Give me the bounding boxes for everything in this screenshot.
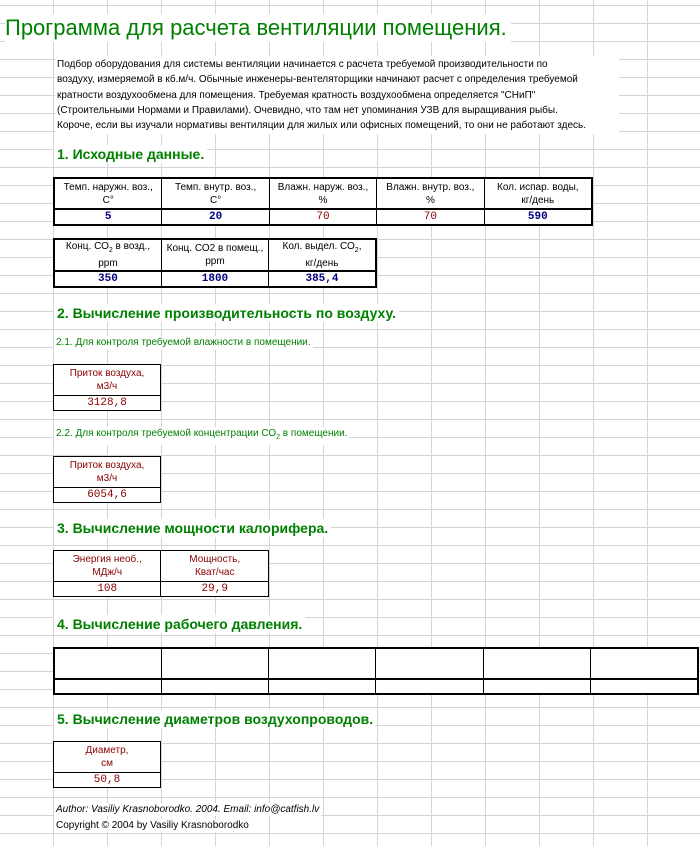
input-data-table-2 — [53, 238, 377, 288]
value-diameter[interactable]: 50,8 — [54, 773, 161, 788]
header-airflow-co2: Приток воздуха, м3/ч — [54, 457, 161, 488]
pressure-cell[interactable] — [162, 679, 269, 694]
value-co2-air[interactable]: 350 — [54, 271, 161, 287]
pressure-cell[interactable] — [269, 648, 376, 679]
pressure-cell[interactable] — [54, 679, 162, 694]
header-outdoor-humidity: Влажн. наруж. воз., % — [269, 178, 376, 209]
section-heading-pressure: 4. Вычисление рабочего давления. — [54, 615, 305, 633]
intro-line: кратности воздухообмена для помещения. Требуемая кратность воздухообмена определяется "СНиП" — [57, 89, 536, 101]
airflow-co2-table — [53, 456, 161, 503]
value-outdoor-humidity[interactable]: 70 — [269, 209, 376, 225]
value-co2-emission[interactable]: 385,4 — [268, 271, 376, 287]
pressure-cell[interactable] — [483, 648, 590, 679]
pressure-cell[interactable] — [54, 648, 162, 679]
pressure-table — [53, 647, 699, 695]
pressure-cell[interactable] — [483, 679, 590, 694]
copyright-line: Copyright © 2004 by Vasiliy Krasnoborodko — [56, 820, 249, 831]
subsection-humidity-control: 2.1. Для контроля требуемой влажности в помещении. — [56, 337, 311, 348]
header-co2-room: Конц. СО2 в помещ., ppm — [161, 239, 268, 271]
pressure-cell[interactable] — [590, 648, 698, 679]
section-heading-input-data: 1. Исходные данные. — [54, 145, 207, 163]
value-energy[interactable]: 108 — [54, 582, 161, 597]
value-water-evaporation[interactable]: 590 — [484, 209, 592, 225]
header-power: Мощность, Кват/час — [161, 551, 269, 582]
section-heading-heater: 3. Вычисление мощности калорифера. — [54, 519, 331, 537]
pressure-cell[interactable] — [162, 648, 269, 679]
header-indoor-humidity: Влажн. внутр. воз., % — [377, 178, 484, 209]
pressure-cell[interactable] — [376, 648, 483, 679]
header-co2-air: Конц. $СО_2$ в возд., ppm — [54, 239, 161, 271]
value-power[interactable]: 29,9 — [161, 582, 269, 597]
intro-line: (Строительными Нормами и Правилами). Очевидно, что там нет упоминания УЗВ для выращивания рыбы. — [57, 104, 558, 116]
section-heading-diameter: 5. Вычисление диаметров воздухопроводов. — [54, 710, 376, 728]
value-indoor-temp[interactable]: 20 — [162, 209, 269, 225]
header-outdoor-temp: Темп. наружн. воз., С° — [54, 178, 162, 209]
pressure-cell[interactable] — [590, 679, 698, 694]
header-airflow-humidity: Приток воздуха, м3/ч — [54, 365, 161, 396]
author-line: Author: Vasiliy Krasnoborodko. 2004. Email: info@catfish.lv — [56, 804, 320, 815]
header-indoor-temp: Темп. внутр. воз., С° — [162, 178, 269, 209]
header-diameter: Диаметр, см — [54, 742, 161, 773]
subsection-co2-control: 2.2. Для контроля требуемой концентрации $СО_2$ в помещении. — [54, 427, 349, 445]
intro-line: воздуху, измеряемой в кб.м/ч. Обычные инженеры-вентеляторщики начинают расчет с определения требуемой — [57, 74, 578, 86]
pressure-cell[interactable] — [376, 679, 483, 694]
airflow-humidity-table — [53, 364, 161, 411]
diameter-table — [53, 741, 161, 788]
page-title: Программа для расчета вентиляции помещения. — [5, 14, 511, 42]
value-airflow-co2[interactable]: 6054,6 — [54, 488, 161, 503]
header-co2-emission: Кол. выдел. $СО_2$, кг/день — [268, 239, 376, 271]
input-data-table-1 — [53, 177, 593, 226]
value-indoor-humidity[interactable]: 70 — [377, 209, 484, 225]
intro-paragraph — [55, 56, 619, 134]
intro-line: Подбор оборудования для системы вентиляции начинается с расчета требуемой производительности по — [57, 59, 548, 70]
header-water-evaporation: Кол. испар. воды, кг/день — [484, 178, 592, 209]
intro-line: Короче, если вы изучали нормативы вентиляции для жилых или офисных помещений, то они не работают здесь. — [57, 120, 587, 132]
value-airflow-humidity[interactable]: 3128,8 — [54, 396, 161, 411]
section-heading-airflow: 2. Вычисление производительность по воздуху. — [54, 304, 399, 322]
value-outdoor-temp[interactable]: 5 — [54, 209, 162, 225]
value-co2-room[interactable]: 1800 — [161, 271, 268, 287]
pressure-cell[interactable] — [269, 679, 376, 694]
heater-table — [53, 550, 269, 597]
header-energy: Энергия необ., МДж/ч — [54, 551, 161, 582]
